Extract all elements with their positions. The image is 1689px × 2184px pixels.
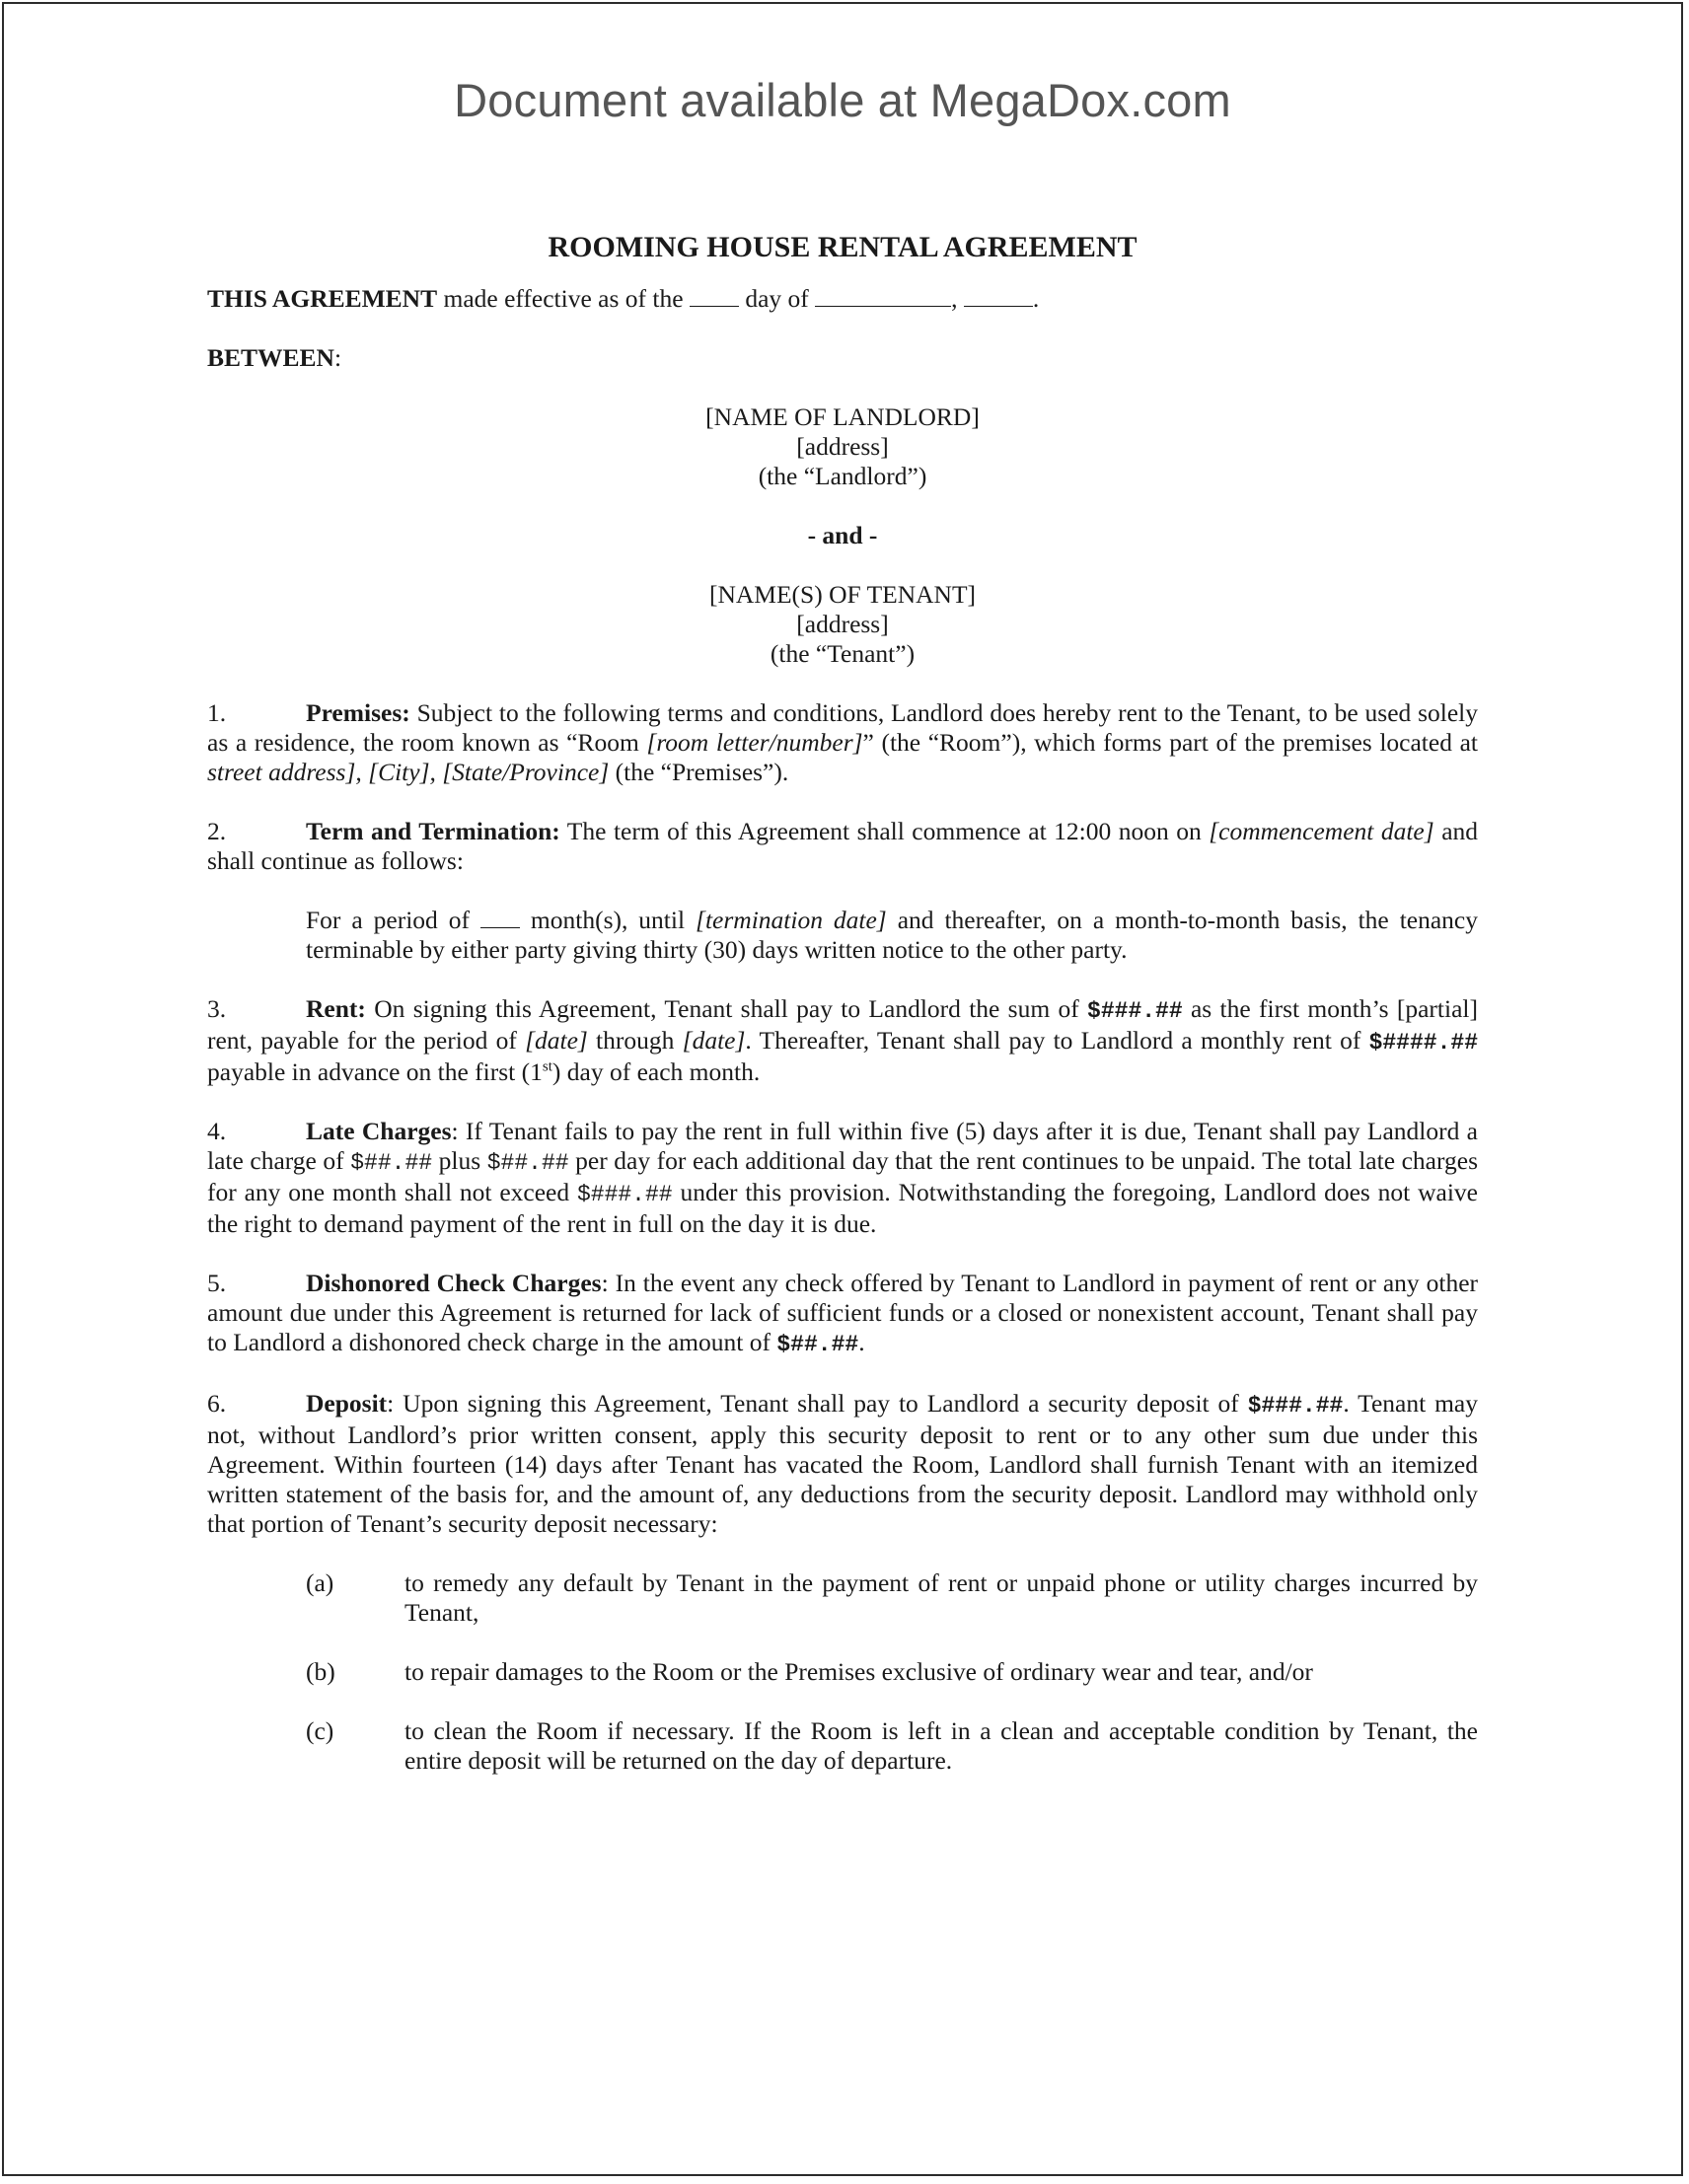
section-text: : If Tenant fails to pay the rent in full within five (5) days after it is due, Tenant shall pay Landlord a late charge of bbox=[207, 1117, 1478, 1175]
section-text: Subject to the following terms and conditions, Landlord does hereby rent to the Tenant, to be used solely as a residence, the room known as “Room bbox=[207, 698, 1478, 757]
section-heading: Term and Termination: bbox=[306, 817, 560, 845]
between-text: BETWEEN bbox=[207, 343, 334, 372]
section-text: ) day of each month. bbox=[551, 1057, 761, 1086]
section-heading: Rent: bbox=[306, 994, 366, 1023]
section-text: (the “Premises”). bbox=[609, 758, 789, 786]
months-blank[interactable] bbox=[480, 906, 520, 928]
section-text: . Thereafter, Tenant shall pay to Landlord a monthly rent of bbox=[745, 1026, 1369, 1055]
item-text: to remedy any default by Tenant in the payment of rent or unpaid phone or utility charges incurred by Tenant, bbox=[404, 1568, 1478, 1627]
and-separator: - and - bbox=[807, 521, 878, 549]
section-rent bbox=[207, 994, 1478, 1087]
landlord-address: [address] bbox=[796, 432, 889, 461]
section-text: and thereafter, on a month-to-month basis, the tenancy terminable by either party giving thirty (30) days written notice to the other party. bbox=[306, 906, 1478, 964]
deposit-item bbox=[207, 1657, 1478, 1687]
section-text: through bbox=[587, 1026, 683, 1055]
year-blank[interactable] bbox=[964, 284, 1033, 307]
section-text: per day for each additional day that the rent continues to be unpaid. The total late charges for any one month shall not exceed bbox=[207, 1146, 1478, 1206]
section-text: ” (the “Room”), which forms part of the premises located at bbox=[862, 728, 1478, 757]
section-text: . Tenant may not, without Landlord’s prior written consent, apply this security deposit to rent or to any other sum due under this Agreement. Within fourteen (14) days after Tenant has vacated the Room, Landlord shall furnish Tenant with an itemized written statement of the basis for, and the amount of, any deductions from the security deposit. Landlord may withhold only that portion of Tenant’s security deposit necessary: bbox=[207, 1389, 1478, 1538]
section-number: 3. bbox=[207, 994, 227, 1023]
section-text: and shall continue as follows: bbox=[207, 817, 1479, 875]
amount-placeholder: $###.## bbox=[1247, 1393, 1344, 1419]
tenant-address: [address] bbox=[796, 610, 889, 638]
amount-placeholder: $##.## bbox=[776, 1332, 859, 1357]
placeholder-text: [date] bbox=[525, 1026, 588, 1055]
amount-placeholder: $###.## bbox=[576, 1182, 673, 1207]
watermark: Document available at MegaDox.com bbox=[454, 74, 1231, 126]
tenant-role: (the “Tenant”) bbox=[770, 639, 916, 668]
intro-text: made effective as of the bbox=[437, 284, 690, 313]
item-label: (a) bbox=[306, 1568, 334, 1597]
section-number: 5. bbox=[207, 1269, 227, 1297]
item-text: to clean the Room if necessary. If the Room is left in a clean and acceptable condition by Tenant, the entire deposit will be returned on the day of departure. bbox=[404, 1716, 1478, 1775]
deposit-item bbox=[207, 1568, 1478, 1628]
section-dishonored-check bbox=[207, 1269, 1478, 1359]
document-page bbox=[2, 2, 1683, 2176]
placeholder-text: [date] bbox=[682, 1026, 746, 1055]
section-term bbox=[207, 817, 1478, 876]
amount-placeholder: $###.## bbox=[1087, 998, 1183, 1024]
section-heading: Premises: bbox=[306, 698, 410, 727]
section-text: as the first month’s [partial] rent, payable for the period of bbox=[207, 994, 1478, 1055]
section-number: 4. bbox=[207, 1117, 227, 1145]
section-number: 1. bbox=[207, 698, 227, 727]
placeholder-text: street address], [City], [State/Province] bbox=[207, 758, 610, 786]
intro-text: day of bbox=[738, 284, 816, 313]
intro-lead: THIS AGREEMENT bbox=[207, 284, 438, 313]
intro-paragraph bbox=[207, 284, 1478, 314]
section-text: under this provision. Notwithstanding the foregoing, Landlord does not waive the right to demand payment of the rent in full on the day it is due. bbox=[207, 1178, 1478, 1238]
intro-text: , bbox=[951, 284, 964, 313]
section-heading: Late Charges bbox=[306, 1117, 452, 1145]
section-heading: Deposit bbox=[306, 1389, 388, 1418]
landlord-role: (the “Landlord”) bbox=[758, 462, 927, 490]
document-title: ROOMING HOUSE RENTAL AGREEMENT bbox=[548, 231, 1138, 263]
between-colon: : bbox=[333, 343, 342, 372]
section-text: On signing this Agreement, Tenant shall pay to Landlord the sum of bbox=[365, 994, 1088, 1023]
month-blank[interactable] bbox=[815, 284, 951, 307]
section-late-charges bbox=[207, 1117, 1478, 1239]
section-number: 6. bbox=[207, 1389, 227, 1418]
item-label: (c) bbox=[306, 1716, 334, 1745]
item-text: to repair damages to the Room or the Premises exclusive of ordinary wear and tear, and/or bbox=[404, 1657, 1313, 1686]
section-deposit bbox=[207, 1389, 1478, 1539]
landlord-name: [NAME OF LANDLORD] bbox=[705, 402, 980, 431]
ordinal-suffix: st bbox=[542, 1058, 552, 1075]
term-period bbox=[306, 906, 1478, 965]
amount-placeholder: $##.## bbox=[350, 1150, 433, 1176]
placeholder-text: [commencement date] bbox=[1209, 817, 1434, 845]
section-premises bbox=[207, 698, 1478, 787]
landlord-block bbox=[207, 402, 1478, 491]
deposit-item bbox=[207, 1716, 1478, 1776]
section-text: . bbox=[858, 1328, 865, 1356]
amount-placeholder: $##.## bbox=[486, 1150, 569, 1176]
tenant-name: [NAME(S) OF TENANT] bbox=[708, 580, 977, 609]
section-text: : In the event any check offered by Tenant to Landlord in payment of rent or any other amount due under this Agreement is returned for lack of sufficient funds or a closed or nonexistent account, Tenant shall pay to Landlord a dishonored check charge in the amount of bbox=[207, 1269, 1478, 1356]
section-number: 2. bbox=[207, 817, 227, 845]
section-text: payable in advance on the first (1 bbox=[207, 1057, 543, 1086]
document-body bbox=[207, 233, 1478, 1776]
section-text: plus bbox=[432, 1146, 487, 1175]
day-blank[interactable] bbox=[690, 284, 739, 307]
section-heading: Dishonored Check Charges bbox=[306, 1269, 602, 1297]
amount-placeholder: $####.## bbox=[1368, 1030, 1478, 1056]
section-text: : Upon signing this Agreement, Tenant shall pay to Landlord a security deposit of bbox=[387, 1389, 1248, 1418]
placeholder-text: [room letter/number] bbox=[646, 728, 863, 757]
section-text: month(s), until bbox=[519, 906, 697, 934]
section-text: For a period of bbox=[306, 906, 480, 934]
section-text: The term of this Agreement shall commence at 12:00 noon on bbox=[559, 817, 1210, 845]
between-label bbox=[207, 343, 1478, 373]
item-label: (b) bbox=[306, 1657, 335, 1686]
placeholder-text: [termination date] bbox=[696, 906, 887, 934]
tenant-block bbox=[207, 580, 1478, 669]
intro-text: . bbox=[1032, 284, 1040, 313]
